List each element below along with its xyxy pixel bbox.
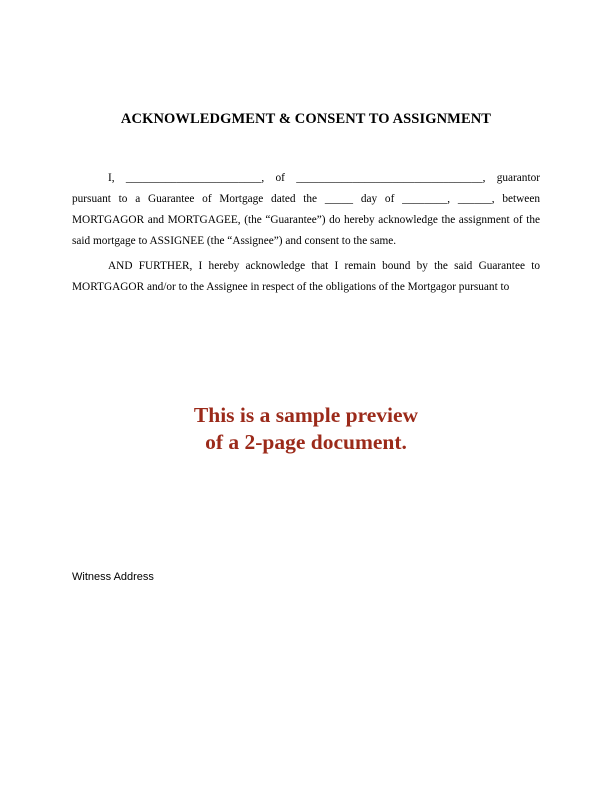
further-acknowledgment-paragraph: AND FURTHER, I hereby acknowledge that I remain bound by the said Guarantee to MORTGAGOR and/or to the Assignee in respect of the obligations of the Mortgagor pursuant to	[72, 260, 540, 293]
preview-line-1: This is a sample preview	[193, 403, 419, 427]
guarantor-acknowledgment-paragraph: I, ________________________, of _________________________________, guarantor pursuant to a Guarantee of Mortgage dated the _____ day of ________, ______, between MORTGAGOR and MORTGAGEE, (the “Guarantee”) do hereby acknowledge the assignment of the said mortgage to ASSIGNEE (the “Assignee”) and consent to the same.	[72, 172, 540, 247]
sample-preview-notice	[0, 402, 612, 456]
truncated-paragraph-container	[0, 256, 612, 293]
witness-address-label: Witness Address	[72, 571, 154, 583]
document-title: ACKNOWLEDGMENT & CONSENT TO ASSIGNMENT	[120, 111, 492, 127]
preview-line-2: of a 2-page document.	[205, 430, 407, 454]
